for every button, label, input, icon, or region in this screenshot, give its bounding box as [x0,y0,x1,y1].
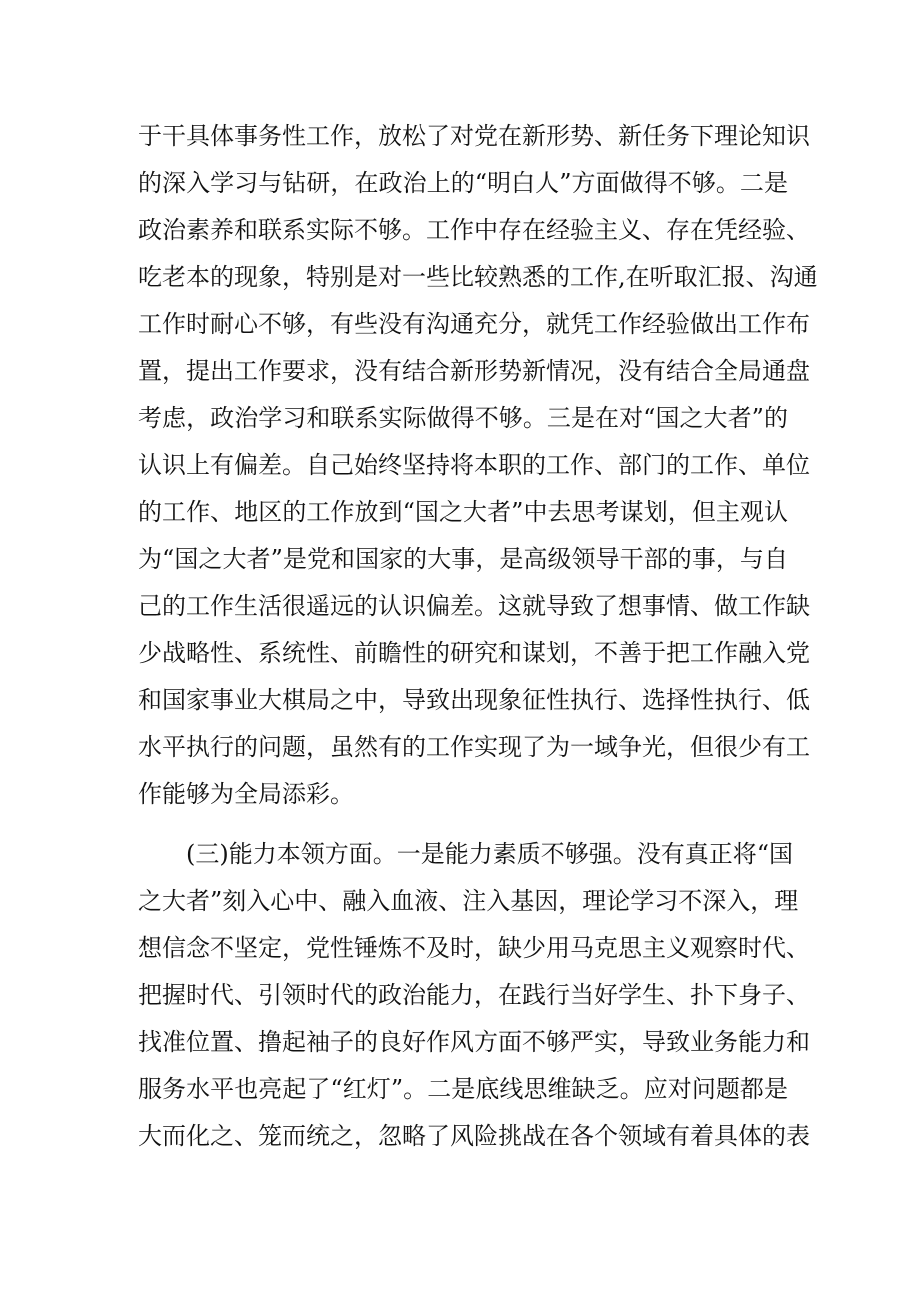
text-line: 想信念不坚定，党性锤炼不及时，缺少用马克思主义观察时代、 [138,934,810,962]
text-line: 作能够为全局添彩。 [138,780,354,808]
text-line: 认识上有偏差。自己始终坚持将本职的工作、部门的工作、单位 [138,451,810,479]
text-line: 政治素养和联系实际不够。工作中存在经验主义、存在凭经验、 [138,216,810,244]
text-line: 工作时耐心不够，有些没有沟通充分，就凭工作经验做出工作布 [138,310,810,338]
text-line: 于干具体事务性工作，放松了对党在新形势、新任务下理论知识 [138,122,810,150]
text-line: 的深入学习与钻研，在政治上的“明白人”方面做得不够。二是 [138,169,788,197]
text-line: 找准位置、撸起袖子的良好作风方面不够严实，导致业务能力和 [138,1028,810,1056]
text-line: 和国家事业大棋局之中，导致出现象征性执行、选择性执行、低 [138,686,810,714]
text-line: 把握时代、引领时代的政治能力，在践行当好学生、扑下身子、 [138,981,810,1009]
text-line: 为“国之大者”是党和国家的大事，是高级领导干部的事，与自 [138,545,788,573]
text-line: (三)能力本领方面。一是能力素质不够强。没有真正将“国 [186,840,793,868]
text-line: 大而化之、笼而统之，忽略了风险挑战在各个领域有着具体的表 [138,1122,810,1150]
text-line: 吃老本的现象，特别是对一些比较熟悉的工作,在听取汇报、沟通 [138,263,818,291]
text-line: 的工作、地区的工作放到“国之大者”中去思考谋划，但主观认 [138,498,788,526]
text-line: 考虑，政治学习和联系实际做得不够。三是在对“国之大者”的 [138,404,788,432]
text-line: 水平执行的问题，虽然有的工作实现了为一域争光，但很少有工 [138,733,810,761]
text-line: 己的工作生活很遥远的认识偏差。这就导致了想事情、做工作缺 [138,592,810,620]
text-line: 置，提出工作要求，没有结合新形势新情况，没有结合全局通盘 [138,357,810,385]
text-line: 少战略性、系统性、前瞻性的研究和谋划，不善于把工作融入党 [138,639,810,667]
text-line: 之大者”刻入心中、融入血液、注入基因，理论学习不深入，理 [138,887,799,915]
text-line: 服务水平也亮起了“红灯”。二是底线思维缺乏。应对问题都是 [138,1075,788,1103]
